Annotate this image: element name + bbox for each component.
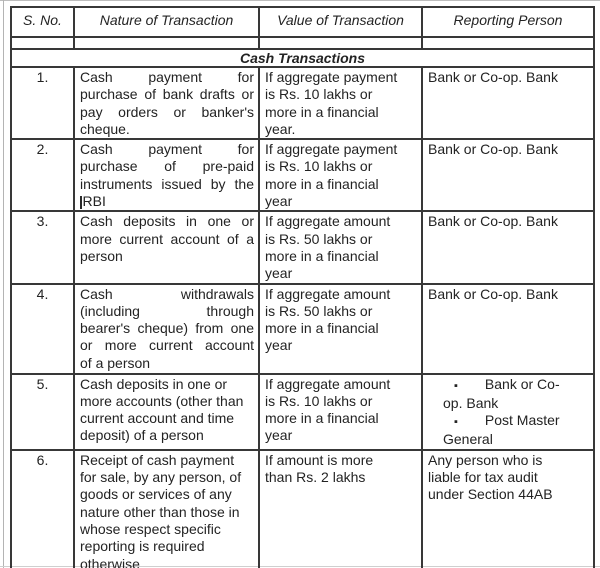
text-line: Cash payment for [80,141,254,158]
empty-row [11,37,594,49]
sno-cell [11,211,74,283]
value-cell [259,139,422,211]
text-line: If aggregate payment [265,69,398,85]
text-line: more in a financial [265,175,379,192]
sno-cell [11,374,74,450]
text-line: than Rs. 2 lakhs [265,469,366,486]
text-line: 1. [36,69,49,85]
text-line: year [265,427,293,444]
text-line: or more current account [80,337,254,354]
text-line [423,376,593,395]
text-line: more in a financial [265,103,379,120]
text-line: 3. [36,213,49,230]
sno-cell [11,284,74,374]
text-line: deposit) of a person [80,427,204,444]
col-header-reporting: Reporting Person [422,7,594,37]
text-line: pay orders or banker's [80,103,254,120]
empty-cell [422,37,594,49]
value-cell [259,211,422,283]
sno-cell [11,139,74,211]
text-line: If aggregate amount [265,375,391,392]
text-cursor [80,196,82,209]
text-line: 6. [36,451,49,468]
nature-cell [74,139,259,211]
table-row [11,374,594,450]
text-line: is Rs. 50 lakhs or [265,302,373,319]
value-cell [259,284,422,374]
text-line: cheque. [80,120,130,137]
col-header-nature: Nature of Transaction [74,7,259,37]
text-line: Cash withdrawals [80,285,254,302]
value-cell [259,450,422,568]
value-cell [259,67,422,139]
text-line: 4. [36,285,49,302]
text-line: more in a financial [265,320,379,337]
text-line: Cash deposits in one or [80,213,254,230]
empty-cell [74,37,259,49]
empty-cell [259,37,422,49]
text-line: Bank or Co-op. Bank [428,141,558,158]
text-line: RBI [75,193,258,210]
table-row [11,211,594,283]
text-line: year [265,265,293,282]
text-line: more in a financial [265,410,379,427]
text-line: is Rs. 50 lakhs or [265,230,373,247]
text-line: otherwise [80,555,140,568]
text-line: If aggregate amount [265,213,391,230]
reporting-cell [422,284,594,374]
nature-cell [74,67,259,139]
text-line: for sale, by any person, of [80,469,242,486]
text-line: under Section 44AB [428,486,553,503]
nature-cell [74,374,259,450]
text-line: whose respect specific [80,520,221,537]
text-line: more current account of a [80,230,254,247]
bullet-text: Bank or Co- [484,375,560,392]
text-line: General [443,431,493,448]
text-line: (including through [80,302,254,319]
reporting-cell [422,374,594,450]
text-line: goods or services of any [80,486,232,503]
text-line: more in a financial [265,247,379,264]
text-line: person [80,247,123,264]
empty-cell [11,37,74,49]
text-line: bearer's cheque) from one [80,320,254,337]
text-line: 5. [36,375,49,392]
text-line: Cash deposits in one or [80,375,228,392]
table-row [11,284,594,374]
table-row [11,450,594,568]
text-line: current account and time [80,410,235,427]
bullet-icon: ▪ [454,416,458,429]
text-line: If aggregate amount [265,285,391,302]
text-line: op. Bank [443,394,499,411]
text-line: reporting is required [80,538,205,555]
nature-cell [74,211,259,283]
outer-border-left [3,0,4,568]
text-line: of a person [80,354,151,371]
text-line: year. [265,120,296,137]
text-line: instruments issued by the [80,175,254,192]
text-line: year [265,193,293,210]
table-row [11,139,594,211]
header-row [11,7,594,37]
text-line: If amount is more [265,451,374,468]
text-line: Bank or Co-op. Bank [428,213,558,230]
col-header-value: Value of Transaction [259,7,422,37]
text-line: is Rs. 10 lakhs or [265,158,373,175]
text-line: year [265,337,293,354]
text-line: liable for tax audit [428,469,538,486]
text-line: is Rs. 10 lakhs or [265,392,373,409]
reporting-cell [422,139,594,211]
text-line [423,412,593,431]
reporting-cell [422,67,594,139]
text-line: Bank or Co-op. Bank [428,69,558,85]
sno-cell [11,67,74,139]
section-row [11,49,594,67]
text-line: nature other than those in [80,503,240,520]
text-line: Bank or Co-op. Bank [428,285,558,302]
value-cell [259,374,422,450]
reporting-cell [422,211,594,283]
text-line: Cash payment for [80,69,254,85]
nature-cell [74,284,259,374]
bullet-text: Post Master [484,412,560,429]
cash-transactions-table [10,6,595,568]
text-line: If aggregate payment [265,141,398,158]
section-title: Cash Transactions [11,49,594,67]
col-header-sno: S. No. [11,7,74,37]
text-line: is Rs. 10 lakhs or [265,86,373,103]
sno-cell [11,450,74,568]
text-line: Any person who is [428,451,543,468]
nature-cell [74,450,259,568]
text-line: purchase of pre-paid [80,158,254,175]
reporting-cell [422,450,594,568]
bullet-icon: ▪ [454,379,458,392]
text-line: 2. [36,141,49,158]
text-line: purchase of bank drafts or [80,86,254,103]
table-row [11,67,594,139]
text-line: more accounts (other than [80,392,244,409]
text-line: Receipt of cash payment [80,451,235,468]
outer-border-top [0,0,600,1]
table-body [11,67,594,568]
